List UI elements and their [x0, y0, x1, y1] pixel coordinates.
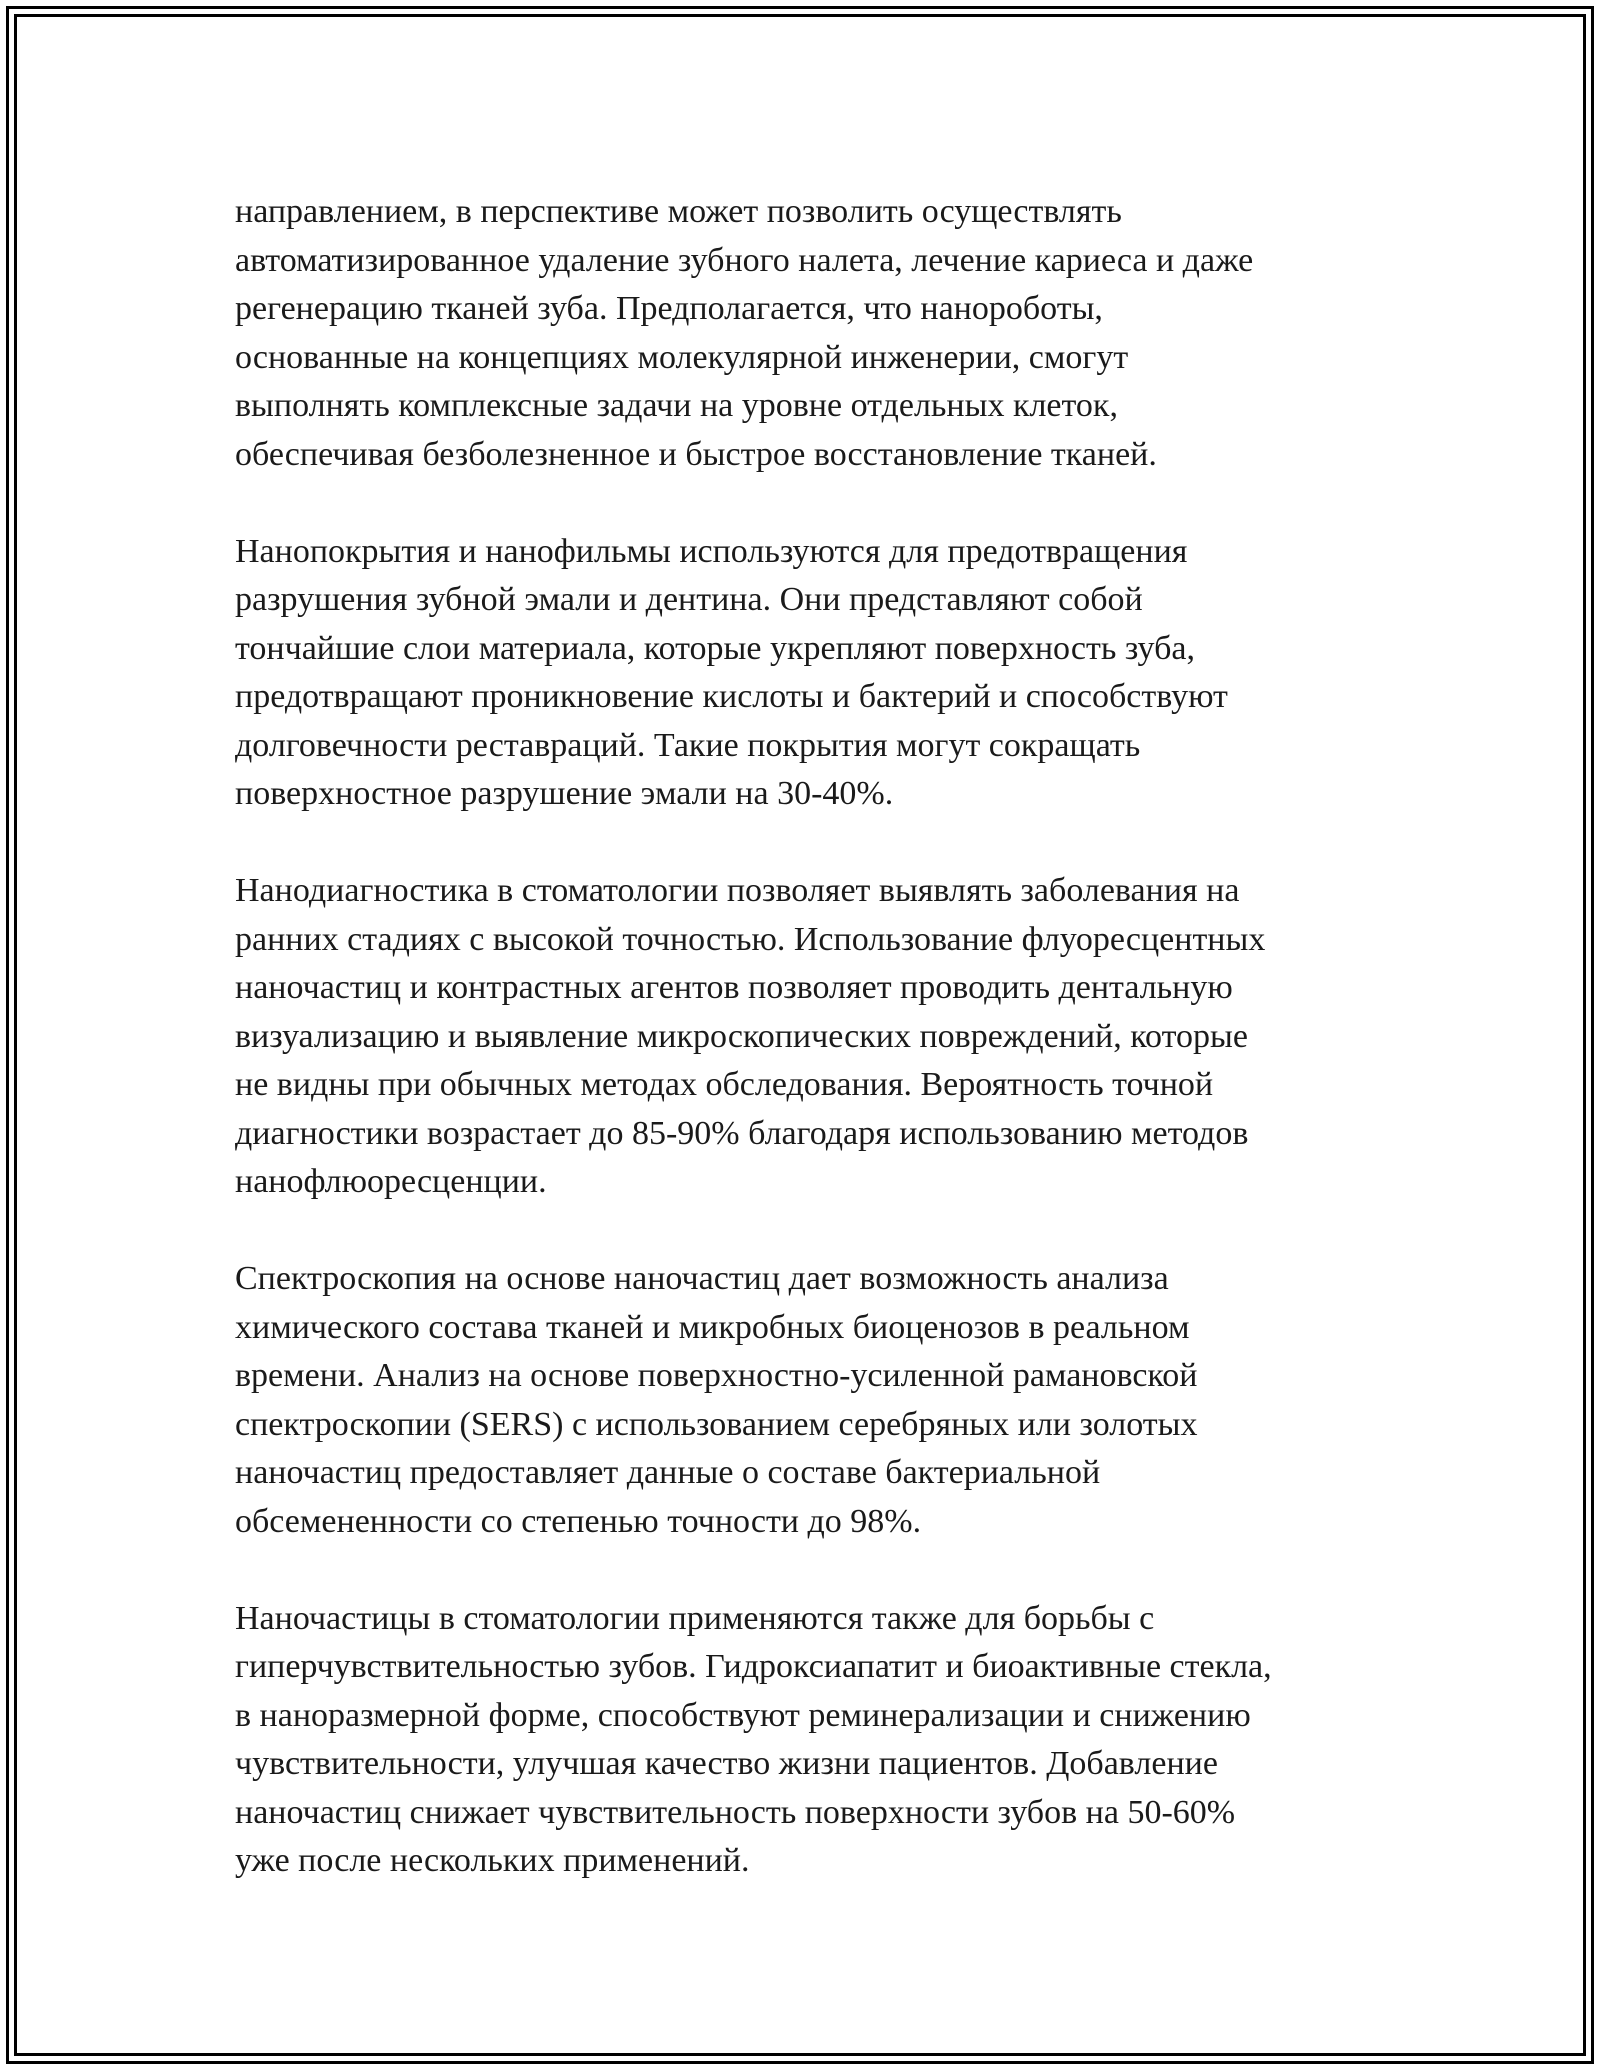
text-line: долговечности реставраций. Такие покрытия могут сокращать [235, 726, 1141, 764]
text-line: основанные на концепциях молекулярной инженерии, смогут [235, 338, 1129, 376]
text-line: диагностики возрастает до 85-90% благодаря использованию методов [235, 1114, 1249, 1152]
text-line: не видны при обычных методах обследования. Вероятность точной [235, 1066, 1214, 1103]
paragraph-nanodiagnostics [235, 867, 1375, 1207]
paragraph-nanocoatings [235, 528, 1375, 819]
text-line: времени. Анализ на основе поверхностно-усиленной рамановской [235, 1357, 1198, 1394]
text-line: выполнять комплексные задачи на уровне отдельных клеток, [235, 387, 1118, 424]
paragraph-nanorobots [235, 188, 1375, 479]
text-line: предотвращают проникновение кислоты и бактерий и способствуют [235, 678, 1228, 715]
text-line: ранних стадиях с высокой точностью. Использование флуоресцентных [235, 920, 1266, 958]
text-line: регенерацию тканей зуба. Предполагается, что нанороботы, [235, 290, 1103, 327]
text-line: нанофлюоресценции. [235, 1163, 547, 1200]
text-line: Нанодиагностика в стоматологии позволяет выявлять заболевания на [235, 872, 1240, 909]
text-line: автоматизированное удаление зубного налета, лечение кариеса и даже [235, 241, 1254, 279]
text-line: в наноразмерной форме, способствуют реминерализации и снижению [235, 1696, 1251, 1734]
text-line: уже после нескольких применений. [235, 1842, 750, 1879]
document-body [235, 188, 1375, 1934]
text-line: поверхностное разрушение эмали на 30-40%. [235, 775, 894, 812]
text-line: наночастиц предоставляет данные о составе бактериальной [235, 1454, 1101, 1491]
text-line: Спектроскопия на основе наночастиц дает возможность анализа [235, 1260, 1169, 1297]
text-line: обеспечивая безболезненное и быстрое восстановление тканей. [235, 435, 1157, 473]
text-line: разрушения зубной эмали и дентина. Они представляют собой [235, 581, 1143, 618]
text-line: Нанопокрытия и нанофильмы используются для предотвращения [235, 532, 1188, 570]
text-line: направлением, в перспективе может позволить осуществлять [235, 193, 1122, 230]
text-line: гиперчувствительностью зубов. Гидроксиапатит и биоактивные стекла, [235, 1648, 1272, 1685]
text-line: тончайшие слои материала, которые укрепляют поверхность зуба, [235, 629, 1196, 667]
text-line: химического состава тканей и микробных биоценозов в реальном [235, 1308, 1190, 1346]
text-line: визуализацию и выявление микроскопических повреждений, которые [235, 1017, 1248, 1055]
text-line: наночастиц снижает чувствительность поверхности зубов на 50-60% [235, 1793, 1236, 1831]
text-line: Наночастицы в стоматологии применяются также для борьбы с [235, 1599, 1155, 1637]
text-line: спектроскопии (SERS) с использованием серебряных или золотых [235, 1405, 1198, 1443]
text-line: наночастиц и контрастных агентов позволяет проводить дентальную [235, 969, 1233, 1006]
text-line: чувствительности, улучшая качество жизни пациентов. Добавление [235, 1745, 1218, 1782]
paragraph-spectroscopy [235, 1255, 1375, 1546]
text-line: обсемененности со степенью точности до 98%. [235, 1502, 922, 1540]
paragraph-hypersensitivity [235, 1595, 1375, 1886]
